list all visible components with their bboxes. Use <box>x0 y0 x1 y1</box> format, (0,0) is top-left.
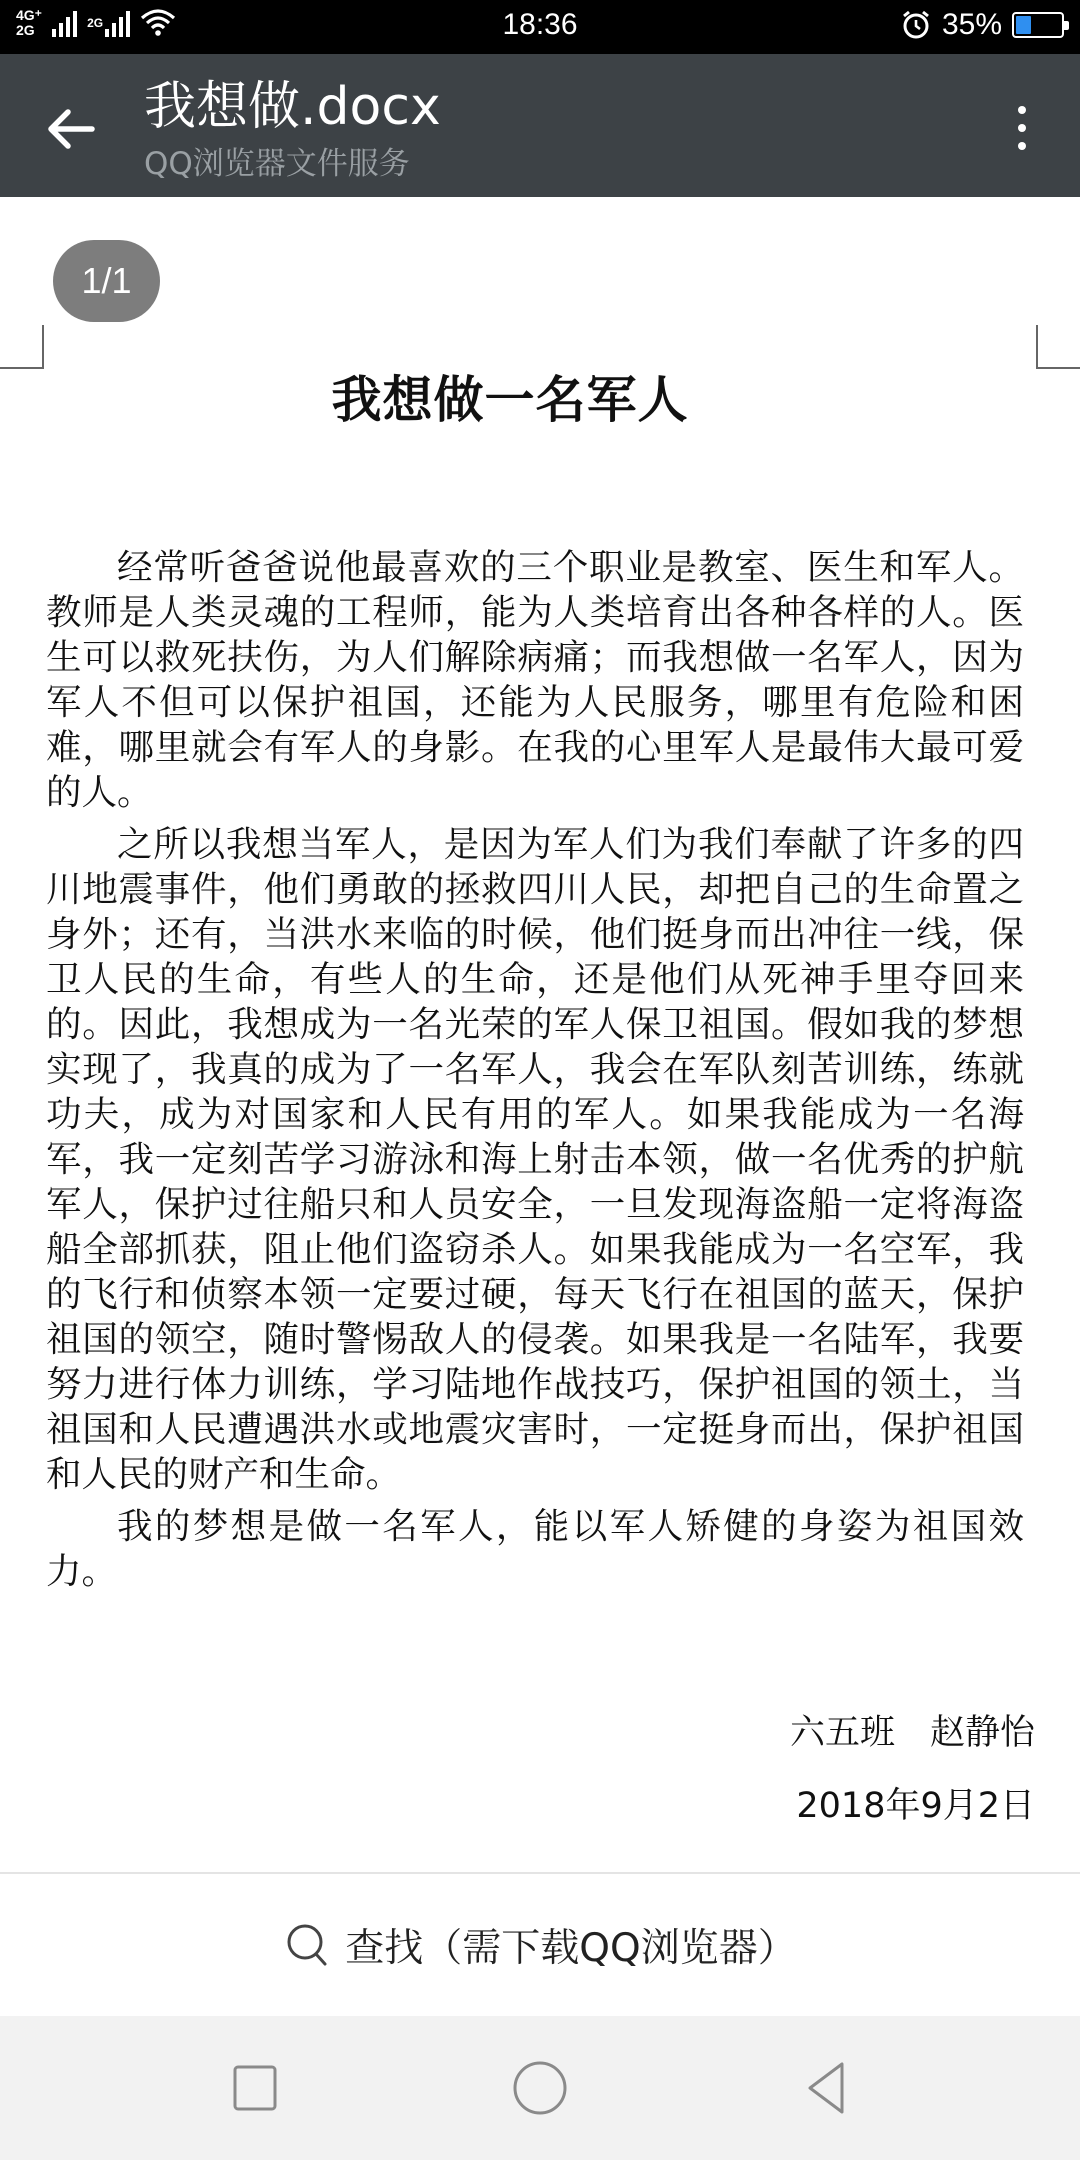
square-icon <box>220 2058 290 2118</box>
arrow-left-icon <box>38 96 104 162</box>
page-indicator: 1/1 <box>53 240 160 322</box>
battery-percent: 35% <box>941 8 1002 41</box>
status-bar <box>0 0 1080 54</box>
essay-body <box>46 545 1024 1601</box>
battery-icon <box>1012 12 1064 38</box>
status-right <box>900 8 1064 42</box>
system-nav-bar <box>0 2016 1080 2160</box>
essay-title: 我想做一名军人 <box>331 371 689 429</box>
document-title: 我想做.docx <box>144 77 441 137</box>
back-button[interactable] <box>38 96 104 162</box>
app-bar <box>0 54 1080 197</box>
network-type-2-label: 2G <box>87 15 104 30</box>
more-vertical-icon <box>1018 106 1026 114</box>
recents-button[interactable] <box>220 2058 290 2118</box>
page-corner-mark-right <box>1036 325 1080 369</box>
search-icon <box>283 1920 333 1970</box>
network-type-top: 4G⁺ <box>16 7 43 23</box>
author-signature: 六五班 赵静怡 <box>789 1713 1035 1753</box>
clock: 18:36 <box>502 8 578 41</box>
document-subtitle: QQ浏览器文件服务 <box>144 146 410 182</box>
essay-date: 2018年9月2日 <box>796 1786 1035 1826</box>
paragraph-1: 经常听爸爸说他最喜欢的三个职业是教室、医生和军人。教师是人类灵魂的工程师，能为人类培育出各种各样的人。医生可以救死扶伤，为人们解除病痛；而我想做一名军人，因为军人不但可以保护祖国，还能为人民服务，哪里有危险和困难，哪里就会有军人的身影。在我的心里军人是最伟大最可爱的人。 <box>46 547 1024 813</box>
triangle-back-icon <box>790 2058 860 2118</box>
paragraph-2: 之所以我想当军人，是因为军人们为我们奉献了许多的四川地震事件，他们勇敢的拯救四川人民，却把自己的生命置之身外；还有，当洪水来临的时候，他们挺身而出冲往一线，保卫人民的生命，有些人的生命，还是他们从死神手里夺回来的。因此，我想成为一名光荣的军人保卫祖国。假如我的梦想实现了，我真的成为了一名军人，我会在军队刻苦训练，练就功夫，成为对国家和人民有用的军人。如果我能成为一名海军，我一定刻苦学习游泳和海上射击本领，做一名优秀的护航军人，保护过往船只和人员安全，一旦发现海盗船一定将海盗船全部抓获，阻止他们盗窃杀人。如果我能成为一名空军，我的飞行和侦察本领一定要过硬，每天飞行在祖国的蓝天，保护祖国的领空，随时警惕敌人的侵袭。如果我是一名陆军，我要努力进行体力训练，学习陆地作战技巧，保护祖国的领土，当祖国和人民遭遇洪水或地震灾害时，一定挺身而出，保护祖国和人民的财产和生命。 <box>46 824 1024 1495</box>
paragraph-3: 我的梦想是做一名军人，能以军人矫健的身姿为祖国效力。 <box>46 1506 1024 1592</box>
find-button[interactable] <box>0 1874 1080 2016</box>
back-nav-button[interactable] <box>790 2058 860 2118</box>
network-type-bottom: 2G <box>16 22 35 38</box>
alarm-icon <box>900 9 932 41</box>
battery-level <box>1016 16 1031 34</box>
home-button[interactable] <box>505 2058 575 2118</box>
title-group <box>144 72 441 186</box>
more-options-button[interactable] <box>992 92 1052 164</box>
find-label: 查找（需下载QQ浏览器） <box>345 1926 797 1971</box>
circle-icon <box>505 2058 575 2118</box>
